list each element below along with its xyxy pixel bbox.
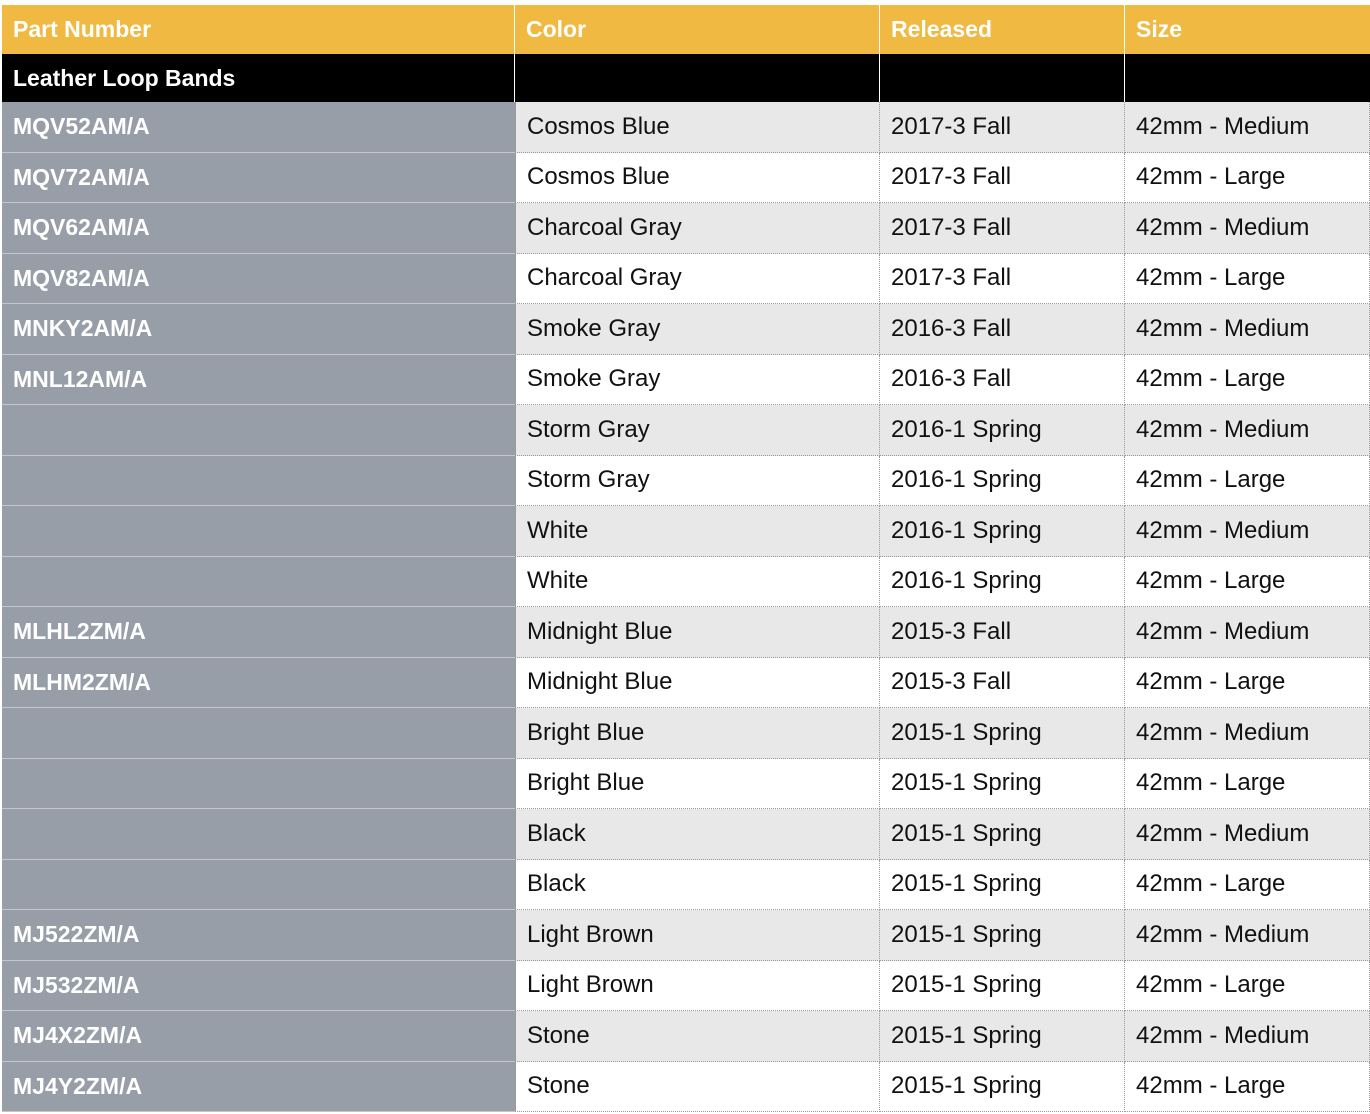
part-number-cell <box>2 860 515 911</box>
size-cell: 42mm - Medium <box>1125 506 1370 557</box>
color-cell: Bright Blue <box>515 708 880 759</box>
released-cell: 2015-1 Spring <box>880 809 1125 860</box>
released-cell: 2015-1 Spring <box>880 910 1125 961</box>
color-cell: Black <box>515 860 880 911</box>
size-cell: 42mm - Large <box>1125 153 1370 204</box>
header-size: Size <box>1136 16 1183 42</box>
color-cell: Bright Blue <box>515 759 880 810</box>
size-cell: 42mm - Large <box>1125 254 1370 305</box>
part-number-cell: MNKY2AM/A <box>2 304 515 355</box>
table-row <box>2 910 1370 961</box>
size-cell: 42mm - Medium <box>1125 708 1370 759</box>
released-cell: 2015-1 Spring <box>880 961 1125 1012</box>
released-cell: 2017-3 Fall <box>880 153 1125 204</box>
part-number-cell <box>2 405 515 456</box>
section-spacer <box>880 54 1125 102</box>
size-cell: 42mm - Medium <box>1125 809 1370 860</box>
table-row <box>2 456 1370 507</box>
size-cell: 42mm - Medium <box>1125 405 1370 456</box>
size-cell: 42mm - Large <box>1125 557 1370 608</box>
table-row <box>2 607 1370 658</box>
released-cell: 2015-1 Spring <box>880 860 1125 911</box>
table-row <box>2 809 1370 860</box>
released-cell: 2015-3 Fall <box>880 658 1125 709</box>
part-number-cell: MLHL2ZM/A <box>2 607 515 658</box>
table-row <box>2 203 1370 254</box>
part-number-cell <box>2 759 515 810</box>
table-row <box>2 658 1370 709</box>
part-number-cell: MJ532ZM/A <box>2 961 515 1012</box>
table-row <box>2 405 1370 456</box>
released-cell: 2015-1 Spring <box>880 759 1125 810</box>
released-cell: 2016-1 Spring <box>880 405 1125 456</box>
size-cell: 42mm - Large <box>1125 961 1370 1012</box>
part-number-cell <box>2 708 515 759</box>
color-cell: Light Brown <box>515 910 880 961</box>
table-row <box>2 355 1370 406</box>
part-number-cell <box>2 809 515 860</box>
color-cell: White <box>515 506 880 557</box>
table-row <box>2 961 1370 1012</box>
section-spacer <box>515 54 880 102</box>
color-cell: Charcoal Gray <box>515 203 880 254</box>
size-cell: 42mm - Large <box>1125 456 1370 507</box>
color-cell: Light Brown <box>515 961 880 1012</box>
size-cell: 42mm - Medium <box>1125 203 1370 254</box>
part-number-cell <box>2 506 515 557</box>
size-cell: 42mm - Large <box>1125 355 1370 406</box>
color-cell: Storm Gray <box>515 456 880 507</box>
released-cell: 2015-1 Spring <box>880 1062 1125 1113</box>
size-cell: 42mm - Medium <box>1125 102 1370 153</box>
released-cell: 2016-1 Spring <box>880 506 1125 557</box>
part-number-cell: MQV82AM/A <box>2 254 515 305</box>
section-row <box>2 54 1370 102</box>
color-cell: Cosmos Blue <box>515 153 880 204</box>
table-body <box>2 102 1370 1112</box>
size-cell: 42mm - Medium <box>1125 1011 1370 1062</box>
released-cell: 2015-1 Spring <box>880 708 1125 759</box>
table-row <box>2 102 1370 153</box>
color-cell: Smoke Gray <box>515 304 880 355</box>
header-released: Released <box>880 5 1125 54</box>
table-row <box>2 153 1370 204</box>
part-number-cell: MJ522ZM/A <box>2 910 515 961</box>
released-cell: 2015-1 Spring <box>880 1011 1125 1062</box>
released-cell: 2016-3 Fall <box>880 304 1125 355</box>
released-cell: 2016-3 Fall <box>880 355 1125 406</box>
part-number-cell: MNL12AM/A <box>2 355 515 406</box>
size-cell: 42mm - Medium <box>1125 607 1370 658</box>
part-number-cell: MQV52AM/A <box>2 102 515 153</box>
size-cell: 42mm - Medium <box>1125 304 1370 355</box>
part-number-cell: MJ4X2ZM/A <box>2 1011 515 1062</box>
part-number-cell: MJ4Y2ZM/A <box>2 1062 515 1113</box>
size-cell: 42mm - Large <box>1125 1062 1370 1113</box>
color-cell: White <box>515 557 880 608</box>
released-cell: 2016-1 Spring <box>880 456 1125 507</box>
color-cell: Stone <box>515 1062 880 1113</box>
released-cell: 2017-3 Fall <box>880 102 1125 153</box>
table-row <box>2 1011 1370 1062</box>
section-title: Leather Loop Bands <box>2 54 515 102</box>
size-cell: 42mm - Medium <box>1125 910 1370 961</box>
color-cell: Midnight Blue <box>515 658 880 709</box>
size-cell: 42mm - Large <box>1125 759 1370 810</box>
color-cell: Black <box>515 809 880 860</box>
released-cell: 2015-3 Fall <box>880 607 1125 658</box>
header-color: Color <box>515 5 880 54</box>
bands-table <box>2 5 1370 1112</box>
color-cell: Stone <box>515 1011 880 1062</box>
size-cell: 42mm - Large <box>1125 658 1370 709</box>
part-number-cell <box>2 456 515 507</box>
table-row <box>2 506 1370 557</box>
table-row <box>2 708 1370 759</box>
released-cell: 2016-1 Spring <box>880 557 1125 608</box>
section-spacer <box>1125 54 1370 102</box>
part-number-cell: MQV72AM/A <box>2 153 515 204</box>
color-cell: Cosmos Blue <box>515 102 880 153</box>
released-cell: 2017-3 Fall <box>880 203 1125 254</box>
table-row <box>2 304 1370 355</box>
color-cell: Midnight Blue <box>515 607 880 658</box>
color-cell: Charcoal Gray <box>515 254 880 305</box>
color-cell: Smoke Gray <box>515 355 880 406</box>
part-number-cell: MQV62AM/A <box>2 203 515 254</box>
table-row <box>2 860 1370 911</box>
table-row <box>2 759 1370 810</box>
header-part-number: Part Number <box>2 5 515 54</box>
part-number-cell <box>2 557 515 608</box>
part-number-cell: MLHM2ZM/A <box>2 658 515 709</box>
table-row <box>2 1062 1370 1113</box>
table-header-row <box>2 5 1370 54</box>
table-row <box>2 254 1370 305</box>
color-cell: Storm Gray <box>515 405 880 456</box>
table-row <box>2 557 1370 608</box>
released-cell: 2017-3 Fall <box>880 254 1125 305</box>
size-cell: 42mm - Large <box>1125 860 1370 911</box>
